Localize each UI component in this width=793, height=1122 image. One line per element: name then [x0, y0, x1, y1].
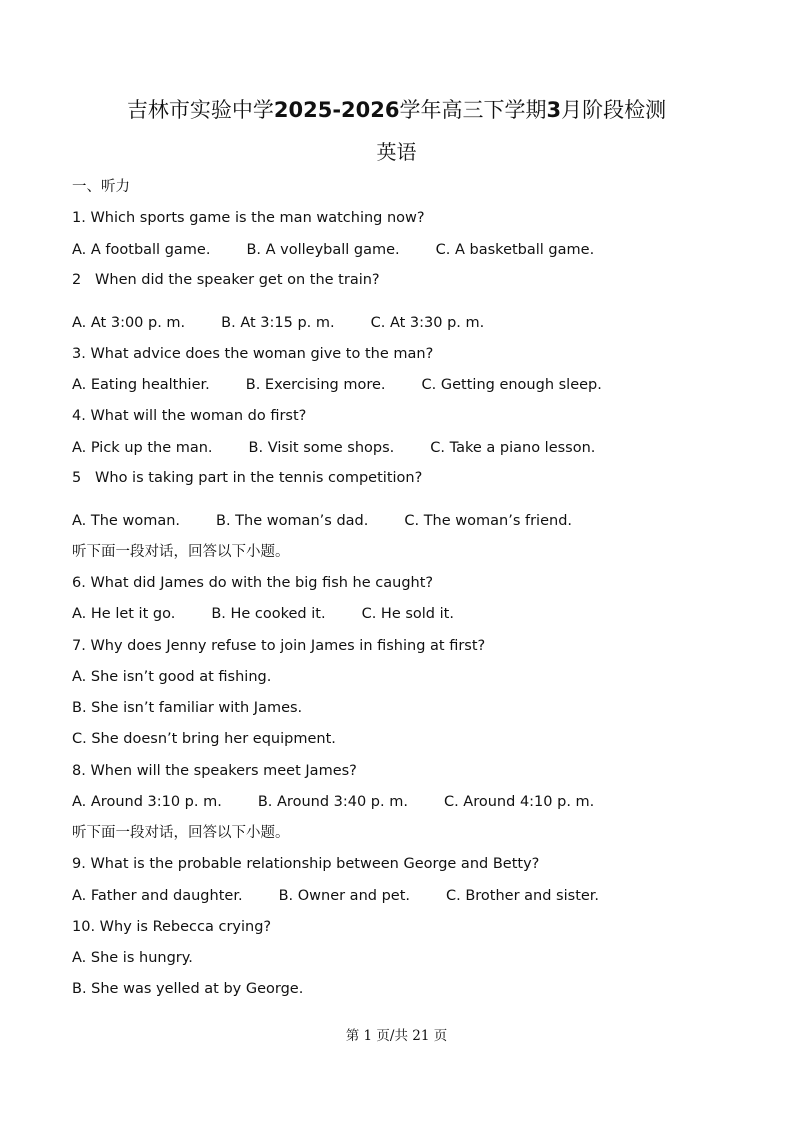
section-heading-listening: 一、听力 — [72, 179, 130, 195]
option-b: B. The woman’s dad. — [216, 513, 369, 529]
option-7c: C. She doesn’t bring her equipment. — [72, 731, 336, 747]
options-1 — [72, 240, 594, 260]
option-c: C. He sold it. — [361, 606, 454, 622]
option-b: B. Exercising more. — [245, 377, 386, 393]
options-2 — [72, 313, 484, 333]
question-10: 10. Why is Rebecca crying? — [72, 919, 272, 935]
page-footer — [0, 1026, 793, 1046]
option-c: C. Getting enough sleep. — [421, 377, 602, 393]
title-years: 2025-2026 — [273, 98, 400, 122]
subject-title: 英语 — [376, 140, 417, 164]
title-month-number: 3 — [546, 98, 562, 122]
option-c: C. Around 4:10 p. m. — [443, 794, 595, 810]
option-a: A. Eating healthier. — [72, 377, 210, 393]
title-term: 学年高三下学期 — [399, 98, 547, 122]
option-b: B. At 3:15 p. m. — [221, 315, 335, 331]
question-9: 9. What is the probable relationship between George and Betty? — [72, 856, 540, 872]
option-b: B. He cooked it. — [211, 606, 326, 622]
options-5 — [72, 511, 572, 531]
instruction-dialogue-1: 听下面一段对话，回答以下小题。 — [72, 544, 290, 560]
title-school: 吉林市实验中学 — [126, 98, 274, 122]
question-6: 6. What did James do with the big fish he caught? — [72, 575, 434, 591]
option-a: A. He let it go. — [72, 606, 176, 622]
option-a: A. Pick up the man. — [72, 440, 213, 456]
options-8 — [72, 792, 594, 812]
option-a: A. At 3:00 p. m. — [72, 315, 186, 331]
question-5: 5 Who is taking part in the tennis competition? — [72, 470, 423, 486]
footer-prefix: 第 — [345, 1028, 360, 1044]
question-7: 7. Why does Jenny refuse to join James in fishing at first? — [72, 638, 486, 654]
question-4: 4. What will the woman do first? — [72, 408, 307, 424]
question-1: 1. Which sports game is the man watching now? — [72, 210, 425, 226]
option-10b: B. She was yelled at by George. — [72, 981, 304, 997]
option-b: B. A volleyball game. — [246, 242, 400, 258]
option-a: A. A football game. — [72, 242, 211, 258]
option-7a: A. She isn’t good at fishing. — [72, 669, 272, 685]
document-title — [0, 95, 793, 125]
option-c: C. Brother and sister. — [446, 888, 600, 904]
option-10a: A. She is hungry. — [72, 950, 193, 966]
option-c: C. Take a piano lesson. — [430, 440, 596, 456]
footer-suffix: 页 — [433, 1028, 448, 1044]
page-total: 21 — [412, 1028, 430, 1044]
option-a: A. The woman. — [72, 513, 180, 529]
option-7b: B. She isn’t familiar with James. — [72, 700, 303, 716]
options-6 — [72, 604, 454, 624]
instruction-dialogue-2: 听下面一段对话，回答以下小题。 — [72, 825, 290, 841]
option-a: A. Father and daughter. — [72, 888, 243, 904]
question-2: 2 When did the speaker get on the train? — [72, 272, 380, 288]
options-4 — [72, 438, 595, 458]
option-c: C. A basketball game. — [435, 242, 595, 258]
option-b: B. Around 3:40 p. m. — [257, 794, 408, 810]
options-3 — [72, 375, 602, 395]
footer-middle: 页/共 — [376, 1028, 408, 1044]
option-b: B. Visit some shops. — [248, 440, 395, 456]
page-number: 1 — [363, 1028, 373, 1044]
option-c: C. At 3:30 p. m. — [370, 315, 485, 331]
option-a: A. Around 3:10 p. m. — [72, 794, 222, 810]
title-exam: 月阶段检测 — [561, 98, 667, 122]
question-3: 3. What advice does the woman give to the man? — [72, 346, 434, 362]
option-c: C. The woman’s friend. — [404, 513, 573, 529]
options-9 — [72, 886, 599, 906]
question-8: 8. When will the speakers meet James? — [72, 763, 357, 779]
option-b: B. Owner and pet. — [278, 888, 410, 904]
